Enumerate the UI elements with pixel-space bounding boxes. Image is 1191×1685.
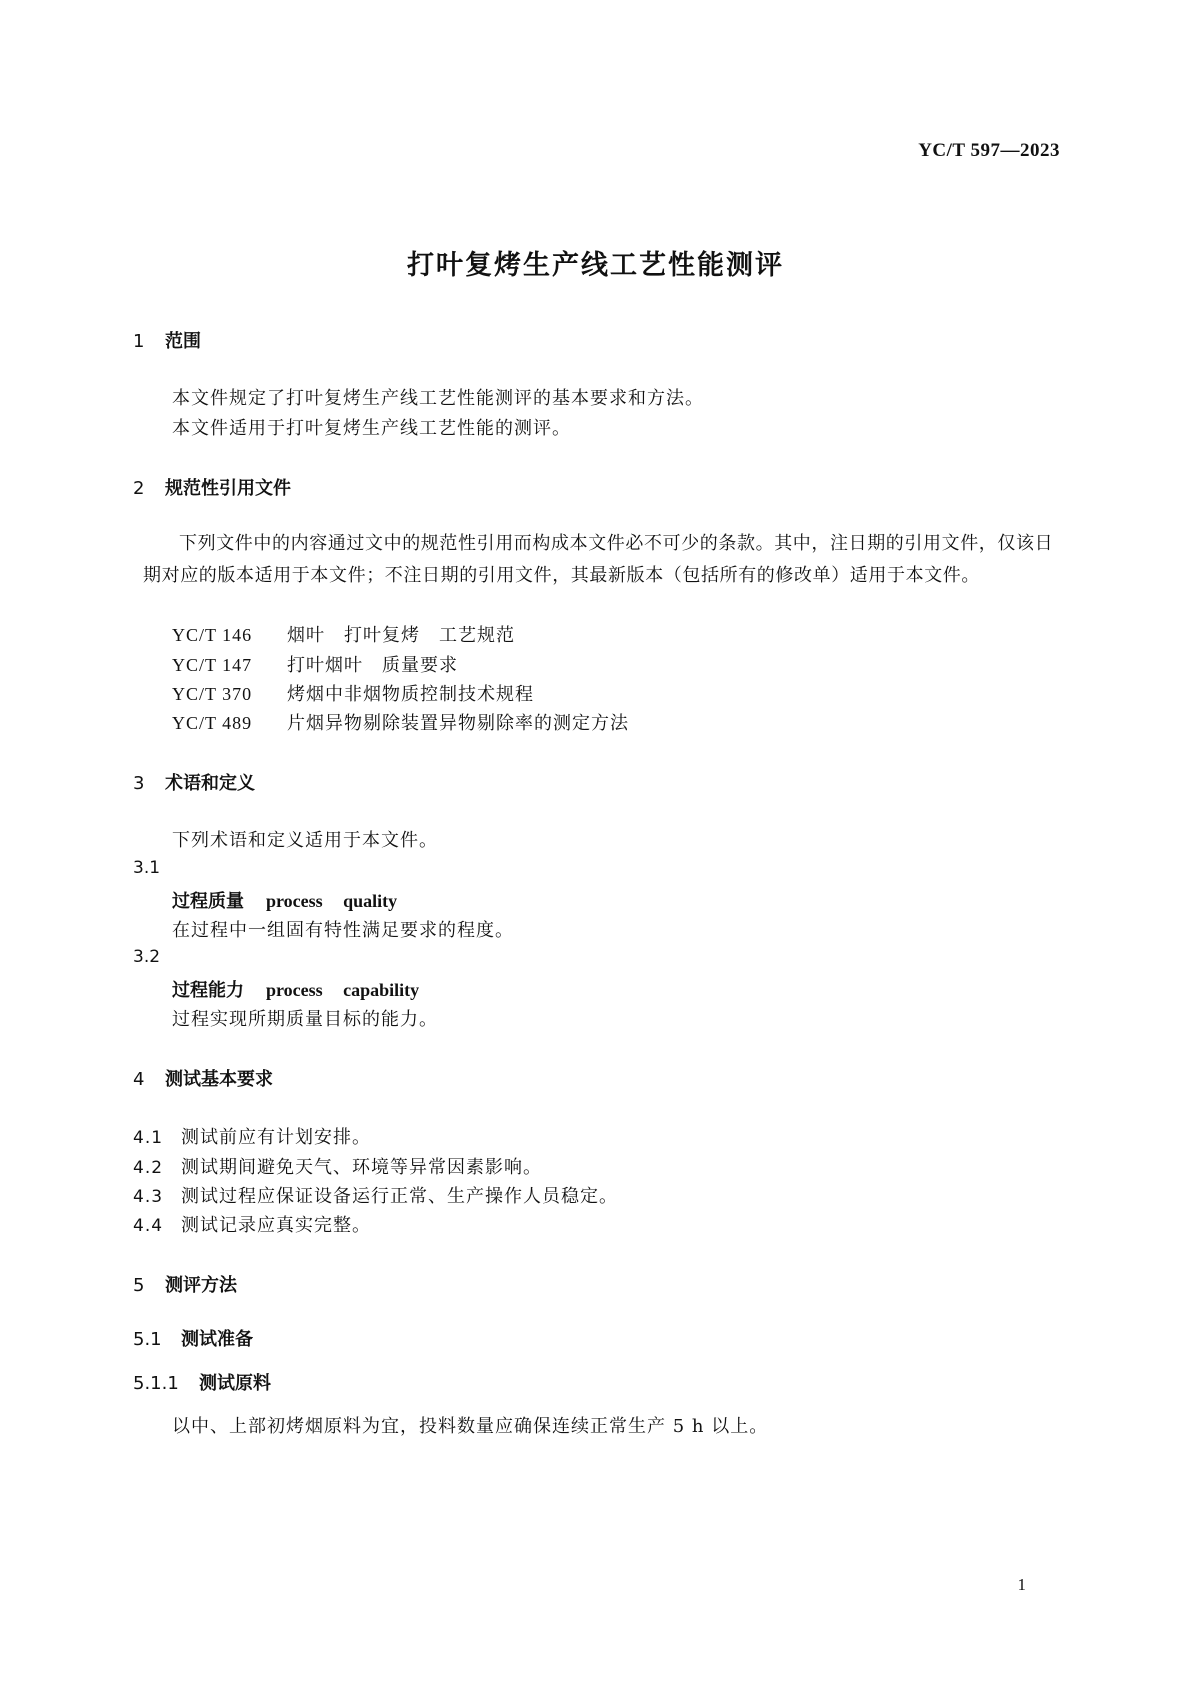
- term-number: 3.1: [133, 858, 161, 878]
- requirement-item: [133, 1211, 371, 1237]
- section-1-heading: [133, 327, 201, 353]
- section-number: 5: [133, 1275, 145, 1296]
- reference-code: YC/T 370: [172, 684, 253, 704]
- section-title: 术语和定义: [165, 773, 255, 794]
- requirement-item: [133, 1153, 542, 1179]
- reference-title: 烤烟中非烟物质控制技术规程: [287, 684, 534, 705]
- term-name-zh: 过程能力: [172, 980, 244, 1001]
- standard-number: YC/T 597—2023: [918, 140, 1060, 161]
- paragraph: 下列术语和定义适用于本文件。: [172, 830, 438, 851]
- reference-item: [172, 709, 629, 735]
- clause-number: 4.4: [133, 1216, 164, 1236]
- subsection-5-1-heading: [133, 1325, 253, 1351]
- page-number: 1: [1017, 1575, 1026, 1594]
- normative-intro-paragraph: 下列文件中的内容通过文中的规范性引用而构成本文件必不可少的条款。其中，注日期的引用文件，仅该日期对应的版本适用于本文件；不注日期的引用文件，其最新版本（包括所有的修改单）适用于本文件。: [143, 533, 1054, 586]
- section-title: 测试基本要求: [165, 1069, 273, 1090]
- subsection-number: 5.1.1: [133, 1373, 179, 1394]
- clause-number: 4.2: [133, 1158, 164, 1178]
- section-number: 4: [133, 1069, 145, 1090]
- term-name-zh: 过程质量: [172, 891, 244, 912]
- term-name: [172, 887, 397, 913]
- document-title: 打叶复烤生产线工艺性能测评: [407, 250, 784, 281]
- section-title: 规范性引用文件: [165, 478, 291, 499]
- subsection-title: 测试原料: [199, 1373, 271, 1394]
- requirement-item: [133, 1123, 371, 1149]
- reference-item: [172, 651, 458, 677]
- subsection-number: 5.1: [133, 1329, 162, 1350]
- paragraph: 本文件适用于打叶复烤生产线工艺性能的测评。: [172, 418, 571, 439]
- section-5-heading: [133, 1271, 237, 1297]
- section-2-heading: [133, 474, 291, 500]
- paragraph: 以中、上部初烤烟原料为宜，投料数量应确保连续正常生产 5 h 以上。: [172, 1416, 769, 1437]
- reference-code: YC/T 147: [172, 655, 253, 675]
- section-number: 3: [133, 773, 145, 794]
- clause-text: 测试前应有计划安排。: [181, 1127, 371, 1148]
- subsection-5-1-1-heading: [133, 1369, 271, 1395]
- term-name: [172, 976, 419, 1002]
- subsection-title: 测试准备: [181, 1329, 253, 1350]
- section-number: 1: [133, 331, 145, 352]
- reference-title: 片烟异物剔除装置异物剔除率的测定方法: [287, 713, 629, 734]
- term-definition: 在过程中一组固有特性满足要求的程度。: [172, 920, 514, 941]
- section-title: 范围: [165, 331, 201, 352]
- term-number: 3.2: [133, 947, 161, 967]
- term-definition: 过程实现所期质量目标的能力。: [172, 1009, 438, 1030]
- section-number: 2: [133, 478, 145, 499]
- paragraph: 本文件规定了打叶复烤生产线工艺性能测评的基本要求和方法。: [172, 388, 704, 409]
- requirement-item: [133, 1182, 618, 1208]
- reference-title: 打叶烟叶 质量要求: [287, 655, 458, 676]
- reference-code: YC/T 489: [172, 713, 253, 733]
- clause-text: 测试过程应保证设备运行正常、生产操作人员稳定。: [181, 1186, 618, 1207]
- reference-item: [172, 621, 515, 647]
- reference-code: YC/T 146: [172, 625, 253, 645]
- reference-title: 烟叶 打叶复烤 工艺规范: [287, 625, 515, 646]
- section-3-heading: [133, 769, 255, 795]
- clause-number: 4.3: [133, 1187, 164, 1207]
- section-title: 测评方法: [165, 1275, 237, 1296]
- clause-text: 测试期间避免天气、环境等异常因素影响。: [181, 1157, 542, 1178]
- term-name-en: process quality: [266, 891, 398, 911]
- term-name-en: process capability: [266, 980, 420, 1000]
- section-4-heading: [133, 1065, 273, 1091]
- clause-text: 测试记录应真实完整。: [181, 1215, 371, 1236]
- reference-item: [172, 680, 534, 706]
- clause-number: 4.1: [133, 1128, 164, 1148]
